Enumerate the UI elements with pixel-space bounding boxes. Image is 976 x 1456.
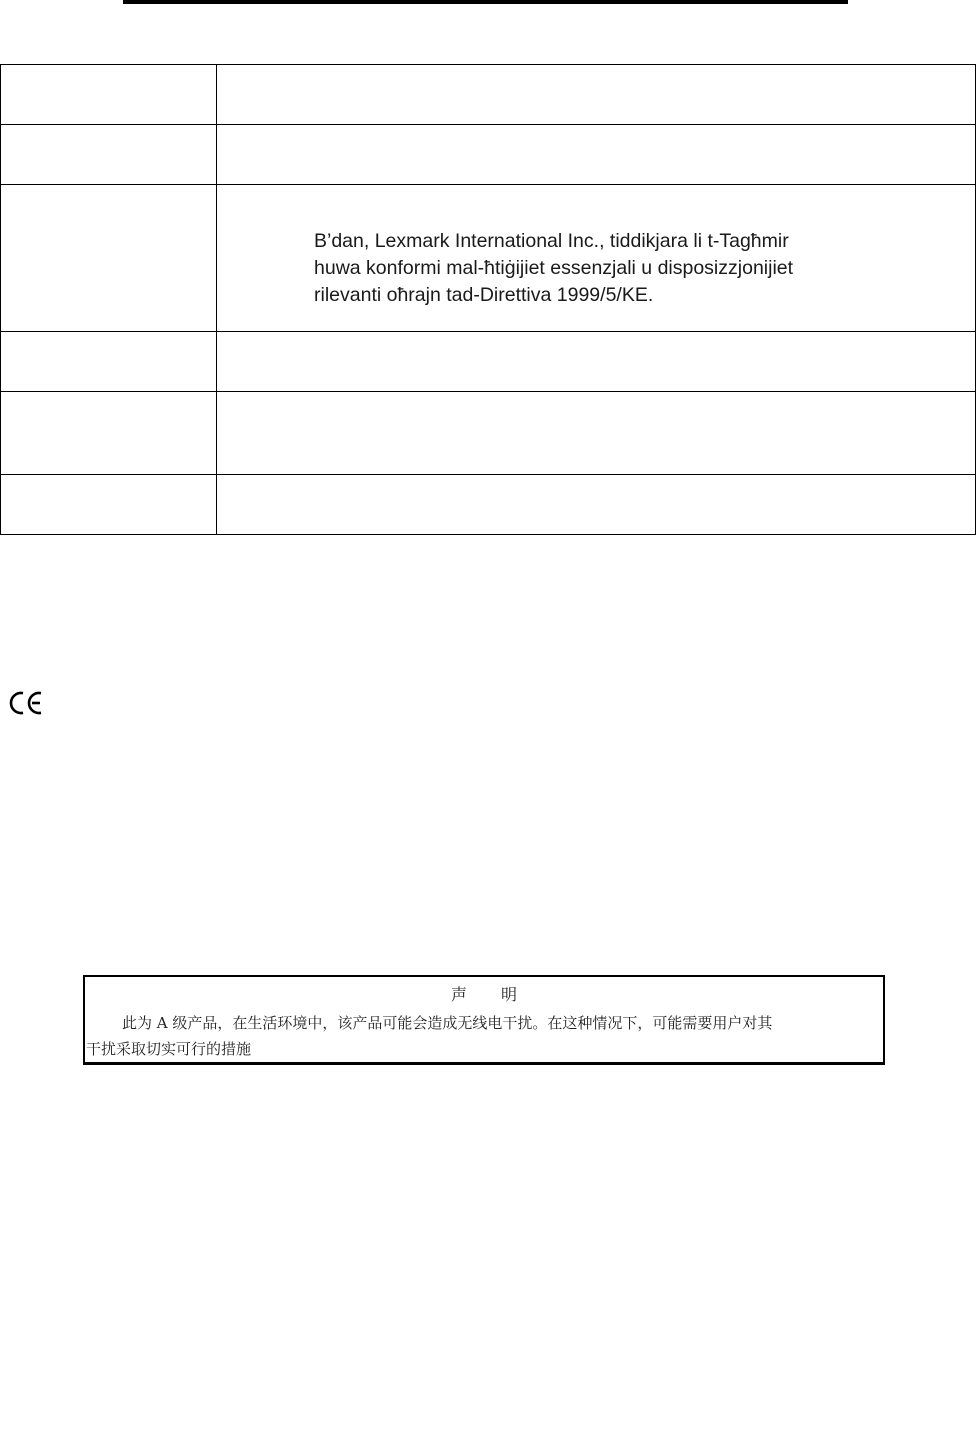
statement-line: huwa konformi mal-ħtiġijiet essenzjali u disposizzjonijiet — [314, 257, 794, 279]
statement-cell — [217, 65, 976, 125]
notice-body — [86, 1010, 886, 1062]
notice-title-char: 声 — [450, 985, 467, 1004]
maltese-statement — [314, 228, 894, 309]
notice-title-char: 明 — [501, 985, 518, 1004]
table-row — [1, 392, 976, 475]
statement-cell — [217, 185, 976, 332]
table-row — [1, 475, 976, 535]
table-row — [1, 65, 976, 125]
statement-line: B’dan, Lexmark International Inc., tiddikjara li t-Tagħmir — [314, 230, 789, 252]
statement-cell — [217, 332, 976, 392]
notice-title — [85, 982, 883, 1005]
language-cell — [1, 125, 217, 185]
language-cell — [1, 332, 217, 392]
ce-mark-icon — [8, 690, 44, 716]
notice-line: 干扰采取切实可行的措施 — [86, 1040, 252, 1058]
language-cell — [1, 65, 217, 125]
table-row — [1, 125, 976, 185]
statement-cell — [217, 392, 976, 475]
table-row — [1, 185, 976, 332]
statement-cell — [217, 475, 976, 535]
header-rule — [123, 0, 848, 4]
statement-cell — [217, 125, 976, 185]
table-row — [1, 332, 976, 392]
language-cell — [1, 185, 217, 332]
language-cell — [1, 475, 217, 535]
notice-line: 此为 A 级产品，在生活环境中，该产品可能会造成无线电干扰。在这种情况下，可能需要用户对其 — [122, 1014, 773, 1032]
class-a-notice — [83, 975, 885, 1065]
statement-line: rilevanti oħrajn tad-Direttiva 1999/5/KE. — [314, 284, 654, 306]
declaration-table — [0, 64, 976, 535]
language-cell — [1, 392, 217, 475]
